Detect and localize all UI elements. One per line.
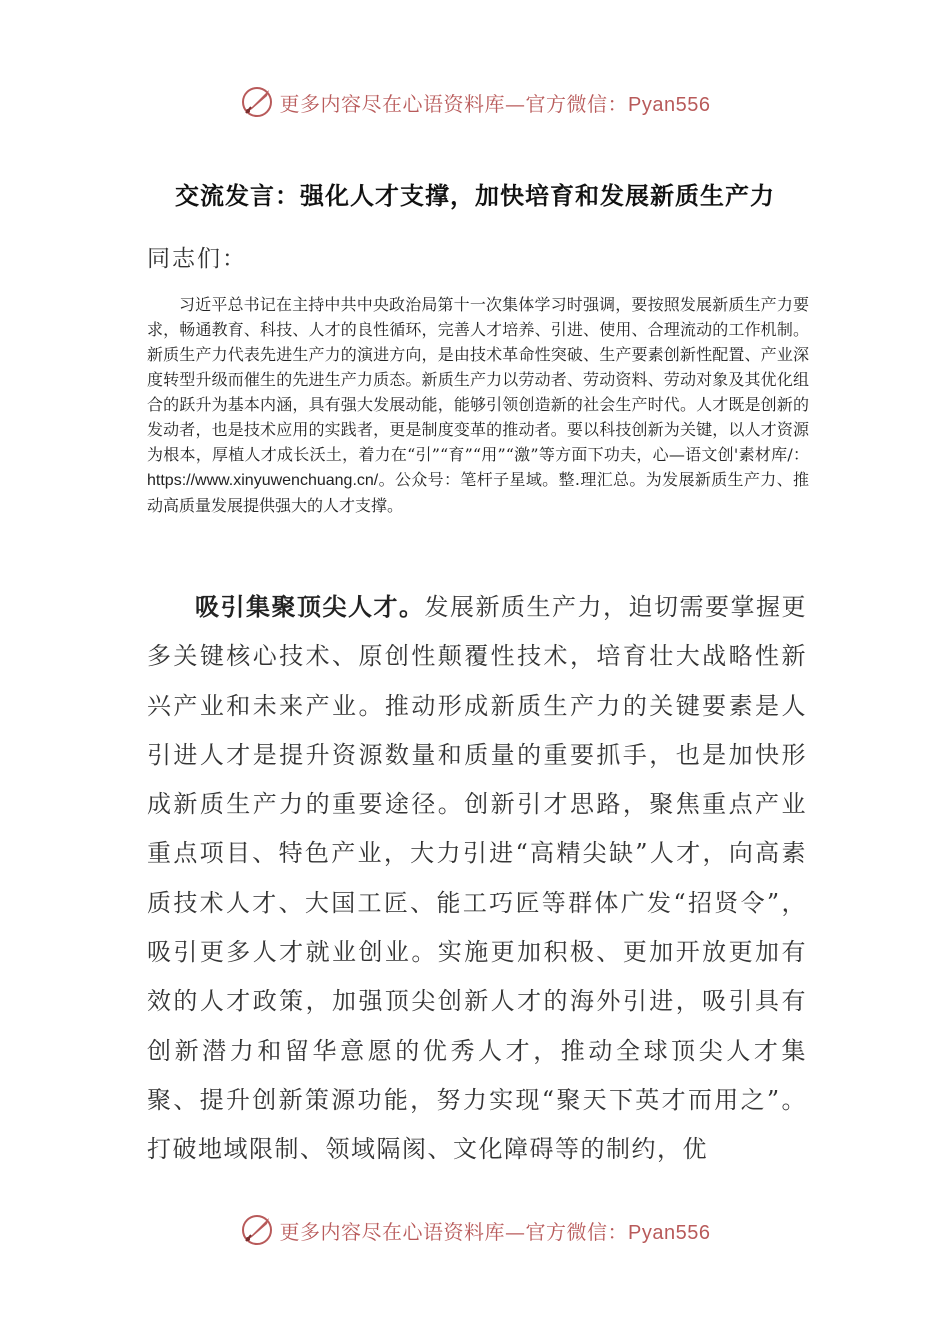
salutation: 同志们： bbox=[147, 246, 247, 272]
footer-watermark bbox=[0, 1210, 950, 1250]
header-watermark bbox=[0, 82, 950, 122]
watermark-text-cn: 更多内容尽在心语资料库—官方微信： bbox=[279, 91, 629, 116]
watermark-text-cn: 更多内容尽在心语资料库—官方微信： bbox=[279, 1219, 629, 1244]
section-body-text: 发展新质生产力，迫切需要掌握更多关键核心技术、原创性颠覆性技术，培育壮大战略性新兴产业和未来产业。推动形成新质生产力的关键要素是人引进人才是提升资源数量和质量的重要抓手，也是加快形成新质生产力的重要途径。创新引才思路，聚焦重点产业重点项目、特色产业，大力引进“高精尖缺”人才，向高素质技术人才、大国工匠、能工巧匠等群体广发“招贤令”，吸引更多人才就业创业。实施更加积极、更加开放更加有效的人才政策，加强顶尖创新人才的海外引进，吸引具有创新潜力和留华意愿的优秀人才，推动全球顶尖人才集聚、提升创新策源功能，努力实现“聚天下英才而用之”。打破地域限制、领域隔阂、文化障碍等的制约，优 bbox=[147, 593, 807, 1164]
document-title: 交流发言：强化人才支撑，加快培育和发展新质生产力 bbox=[175, 181, 775, 210]
section-paragraph bbox=[147, 582, 807, 1175]
intro-paragraph bbox=[147, 292, 809, 518]
quill-pen-logo-icon bbox=[240, 1213, 274, 1247]
quill-pen-logo-icon bbox=[240, 85, 274, 119]
watermark-wechat-id: Pyan556 bbox=[628, 1221, 711, 1244]
intro-text-part1: 习近平总书记在主持中共中央政治局第十一次集体学习时强调，要按照发展新质生产力要求，畅通教育、科技、人才的良性循环，完善人才培养、引进、使用、合理流动的工作机制。新质生产力代表先进生产力的演进方向，是由技术革命性突破、生产要素创新性配置、产业深度转型升级而催生的先进生产力质态。新质生产力以劳动者、劳动资料、劳动对象及其优化组合的跃升为基本内涵，具有强大发展动能，能够引领创造新的社会生产时代。人才既是创新的发动者，也是技术应用的实践者，更是制度变革的推动者。要以科技创新为关键，以人才资源为根本，厚植人才成长沃土，着力在“引”“育”“用”“激”等方面下功夫，心—语文创'素材库/： bbox=[147, 295, 809, 464]
section-heading: 吸引集聚顶尖人才。 bbox=[195, 592, 425, 621]
intro-url: https://www.xinyuwenchuang.cn/ bbox=[147, 472, 379, 489]
watermark-text bbox=[280, 88, 711, 117]
watermark-text bbox=[280, 1216, 711, 1245]
intro-text-part2: 。公众号：笔杆子星域。整.理汇总。为发展新质生产力、推动高质量发展提供强大的人才支撑。 bbox=[147, 470, 809, 515]
watermark-wechat-id: Pyan556 bbox=[628, 93, 711, 116]
